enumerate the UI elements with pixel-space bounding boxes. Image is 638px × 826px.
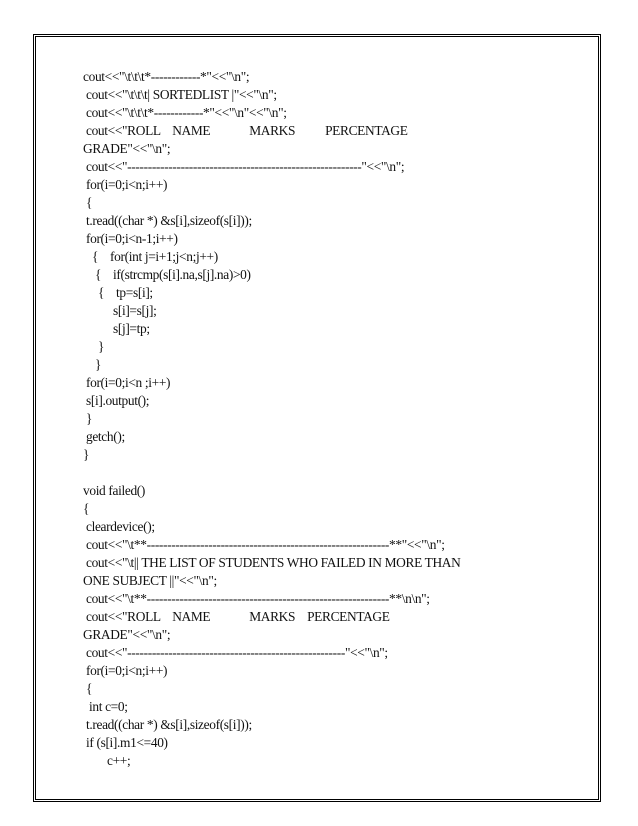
code-line: cout<<"ROLL NAME MARKS PERCENTAGE <box>83 609 390 624</box>
code-line: GRADE"<<"\n"; <box>83 627 171 642</box>
code-line: GRADE"<<"\n"; <box>83 141 171 156</box>
code-line: } <box>83 357 102 372</box>
code-line: } <box>83 447 90 462</box>
code-line: ONE SUBJECT ||"<<"\n"; <box>83 573 217 588</box>
code-line: getch(); <box>83 429 125 444</box>
code-line: } <box>83 411 93 426</box>
code-line: { <box>83 195 93 210</box>
code-line: cout<<"\t\t\t*------------*"<<"\n"<<"\n"; <box>83 105 287 120</box>
code-line: cout<<"\t**-----------------------------------------------------------**\n\n"; <box>83 591 430 606</box>
code-line: { for(int j=i+1;j<n;j++) <box>83 249 218 264</box>
code-line: t.read((char *) &s[i],sizeof(s[i])); <box>83 717 252 732</box>
code-line: for(i=0;i<n ;i++) <box>83 375 171 390</box>
code-line: { if(strcmp(s[i].na,s[j].na)>0) <box>83 267 251 282</box>
code-line: void failed() <box>83 483 146 498</box>
code-line: s[j]=tp; <box>83 321 150 336</box>
code-line: s[i]=s[j]; <box>83 303 157 318</box>
code-line: for(i=0;i<n-1;i++) <box>83 231 178 246</box>
code-line: if (s[i].m1<=40) <box>83 735 168 750</box>
code-line: int c=0; <box>83 699 128 714</box>
code-line: cout<<"ROLL NAME MARKS PERCENTAGE <box>83 123 408 138</box>
code-line: t.read((char *) &s[i],sizeof(s[i])); <box>83 213 252 228</box>
code-line: s[i].output(); <box>83 393 150 408</box>
code-line: { tp=s[i]; <box>83 285 153 300</box>
code-line: for(i=0;i<n;i++) <box>83 177 168 192</box>
code-line: for(i=0;i<n;i++) <box>83 663 168 678</box>
code-line: cout<<"---------------------------------------------------------"<<"\n"; <box>83 159 405 174</box>
code-line: cout<<"\t\t\t*------------*"<<"\n"; <box>83 69 250 84</box>
code-line: c++; <box>83 753 131 768</box>
code-line: cleardevice(); <box>83 519 155 534</box>
code-line: { <box>83 501 90 516</box>
code-line: { <box>83 681 93 696</box>
code-line: cout<<"\t|| THE LIST OF STUDENTS WHO FAILED IN MORE THAN <box>83 555 461 570</box>
code-line: cout<<"\t**-----------------------------------------------------------**"<<"\n"; <box>83 537 445 552</box>
code-line: } <box>83 339 105 354</box>
code-line: cout<<"\t\t\t| SORTEDLIST |"<<"\n"; <box>83 87 277 102</box>
code-line: cout<<"-----------------------------------------------------"<<"\n"; <box>83 645 388 660</box>
